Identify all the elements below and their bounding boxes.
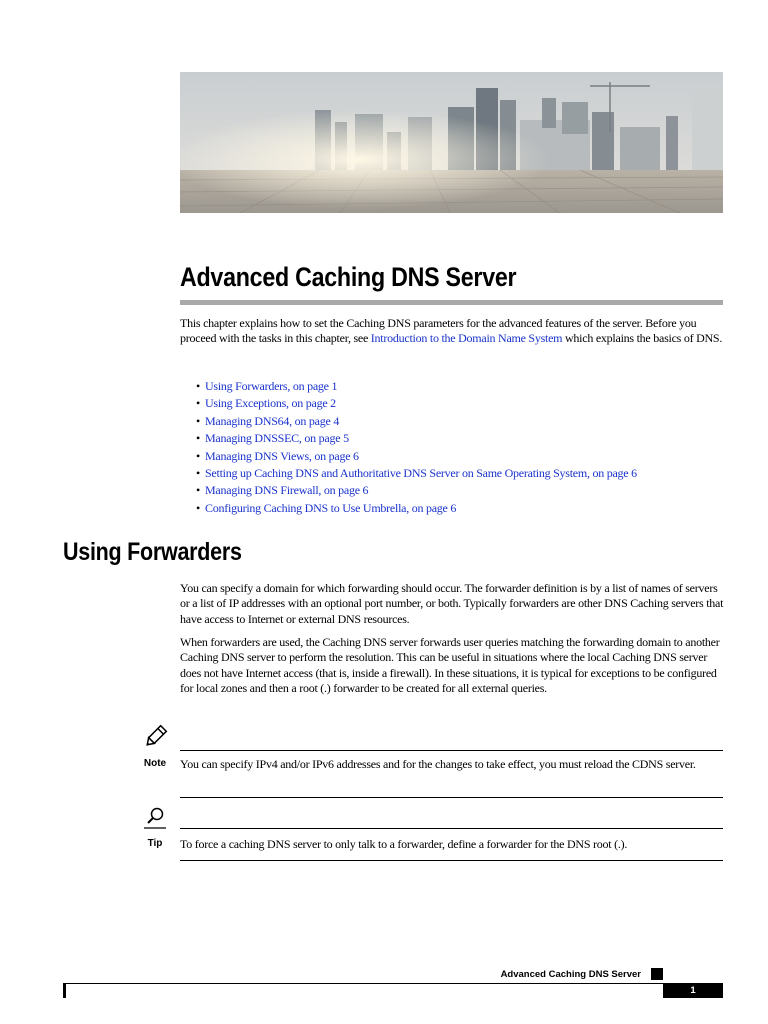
- toc-link[interactable]: Managing DNS64, on page 4: [205, 413, 340, 428]
- note-text: You can specify IPv4 and/or IPv6 addresses and for the changes to take effect, you must reload the CDNS server.: [180, 757, 696, 771]
- toc-item: [196, 448, 726, 465]
- toc-link[interactable]: Using Exceptions, on page 2: [205, 396, 336, 411]
- toc-item: [196, 482, 726, 499]
- tip-text: To force a caching DNS server to only talk to a forwarder, define a forwarder for the DNS root (.).: [180, 837, 628, 851]
- bullet-icon: •: [196, 500, 200, 515]
- section-paragraph-1: You can specify a domain for which forwarding should occur. The forwarder definition is by a list of names of servers or a list of IP addresses with an optional port number, or both. Typically forwarders are other DNS Caching servers that have access to Internet or external DNS resources.: [180, 581, 724, 626]
- chapter-toc: [196, 378, 726, 517]
- note-top-rule: [180, 750, 723, 751]
- section-paragraph-2: When forwarders are used, the Caching DNS server forwards user queries matching the forwarding domain to another Caching DNS server to perform the resolution. This can be useful in situations where the local Caching DNS server does not have Internet access (that is, inside a firewall). In these situations, it is typical for exceptions to be configured for local zones and then a root (.) forwarder to be created for all external queries.: [180, 635, 720, 696]
- title-rule: [180, 300, 723, 305]
- toc-link[interactable]: Setting up Caching DNS and Authoritative DNS Server on Same Operating System, on page 6: [205, 466, 637, 481]
- intro-text-before: This chapter explains how to set the Caching DNS parameters for the advanced features of the server. Before you proceed with the tasks in this chapter, see: [180, 316, 697, 346]
- header-photo: [180, 72, 723, 213]
- toc-link[interactable]: Managing DNS Views, on page 6: [205, 448, 359, 463]
- tip-label: Tip: [147, 838, 163, 849]
- bullet-icon: •: [196, 396, 200, 411]
- intro-text-after: which explains the basics of DNS.: [562, 331, 723, 346]
- bullet-icon: •: [196, 379, 200, 393]
- bullet-icon: •: [196, 448, 200, 463]
- page-number: 1: [663, 983, 723, 998]
- tip-bottom-rule: [180, 860, 723, 861]
- footer-left-tick: [63, 983, 66, 998]
- toc-item: [196, 395, 726, 412]
- tip-top-rule: [180, 828, 723, 829]
- toc-item: [196, 465, 726, 482]
- footer-rule: [63, 983, 723, 984]
- intro-dns-link[interactable]: Introduction to the Domain Name System: [370, 331, 563, 346]
- section-title: Using Forwarders: [63, 538, 242, 566]
- toc-link[interactable]: Managing DNS Firewall, on page 6: [205, 483, 369, 498]
- intro-paragraph: [180, 316, 725, 347]
- pencil-icon: [141, 723, 169, 756]
- chapter-title: Advanced Caching DNS Server: [180, 262, 517, 292]
- toc-item: [196, 378, 726, 395]
- toc-item: [196, 430, 726, 447]
- toc-item: [196, 500, 726, 517]
- note-bottom-rule: [180, 797, 723, 798]
- footer-chapter-title: Advanced Caching DNS Server: [500, 969, 641, 980]
- bullet-icon: •: [196, 483, 200, 498]
- note-label: Note: [143, 758, 167, 769]
- toc-link[interactable]: Using Forwarders, on page 1: [205, 379, 338, 393]
- magnifier-icon: [141, 805, 169, 836]
- bullet-icon: •: [196, 431, 200, 446]
- toc-item: [196, 413, 726, 430]
- toc-link[interactable]: Managing DNSSEC, on page 5: [205, 431, 349, 446]
- bullet-icon: •: [196, 413, 200, 428]
- toc-link[interactable]: Configuring Caching DNS to Use Umbrella, on page 6: [205, 500, 457, 515]
- footer-marker: [651, 968, 663, 980]
- bullet-icon: •: [196, 466, 200, 481]
